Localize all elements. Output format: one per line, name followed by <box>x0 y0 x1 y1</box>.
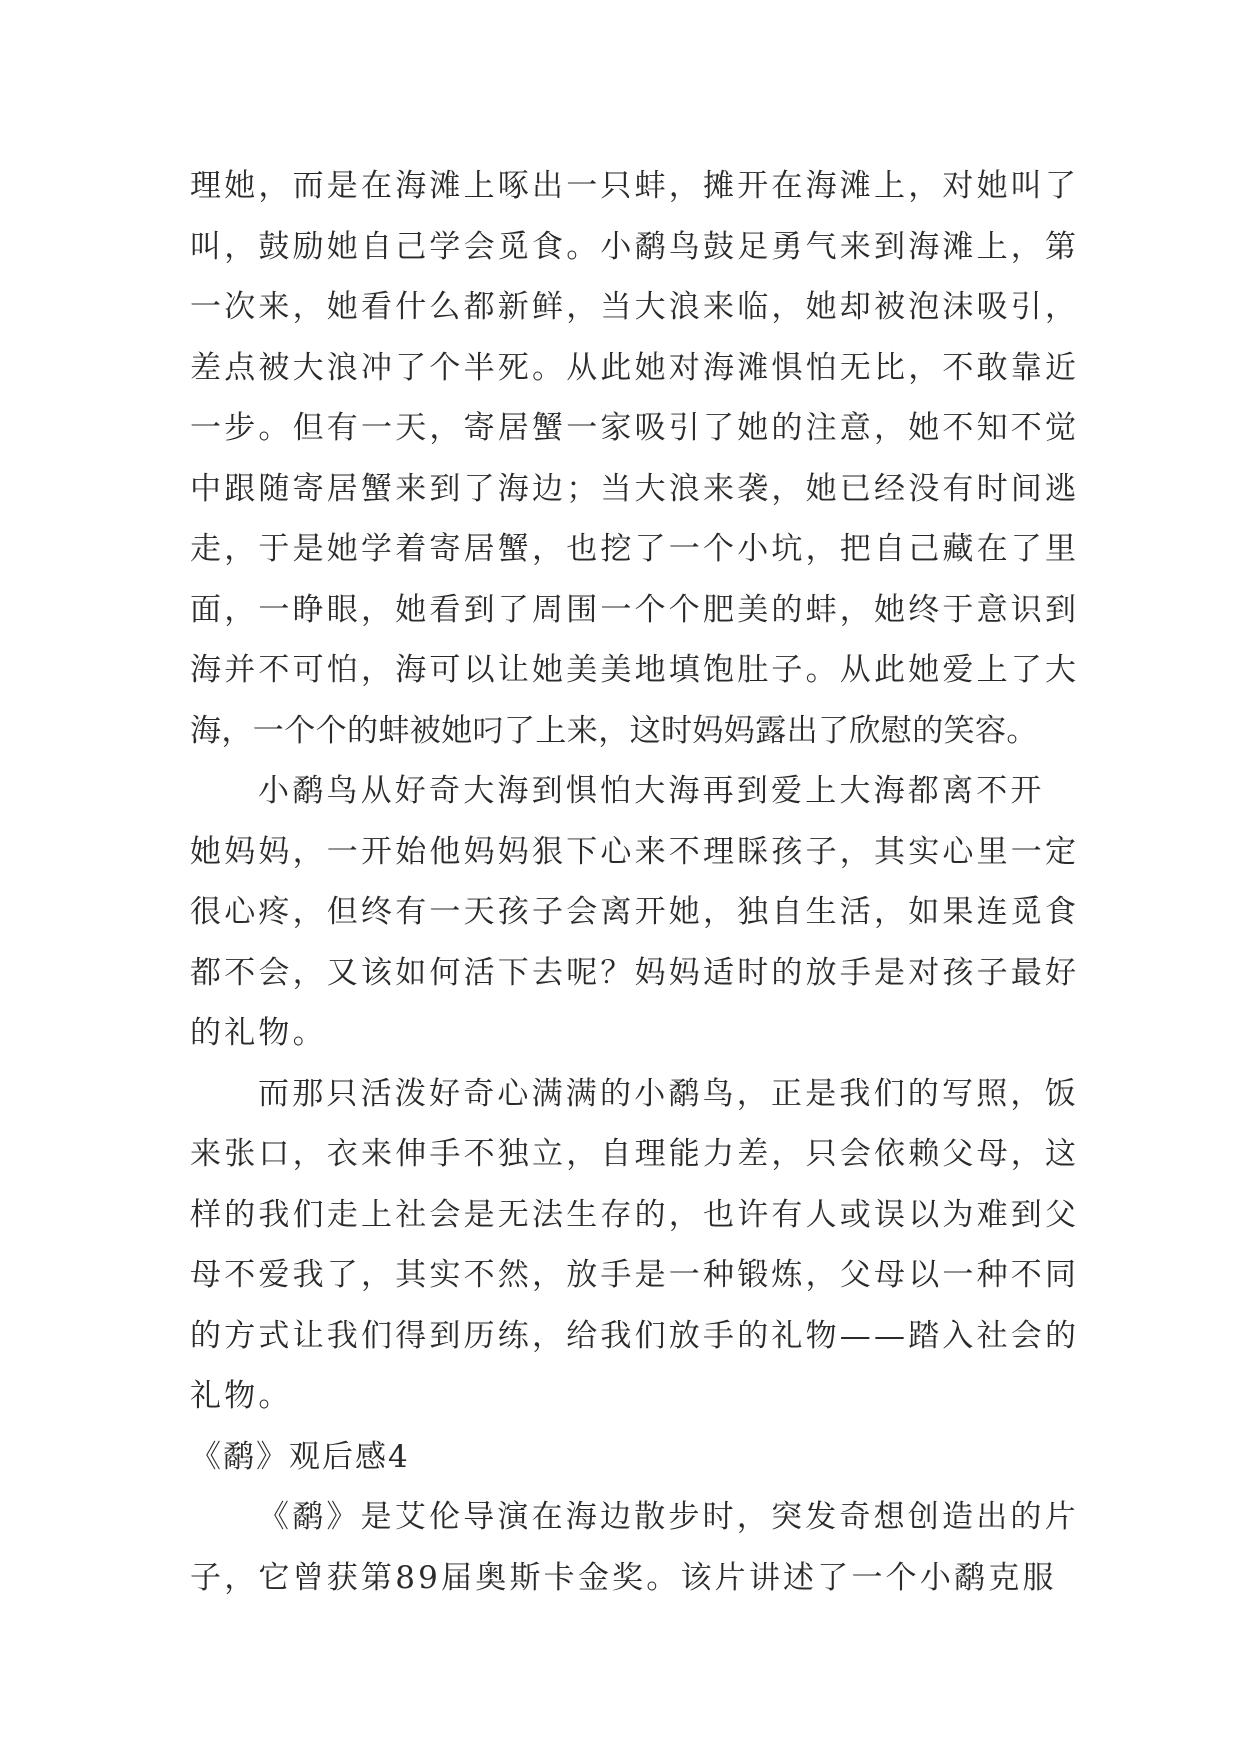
text-line: 礼物。 <box>190 1378 293 1414</box>
text-line: 的方式让我们得到历练，给我们放手的礼物——踏入社会的 <box>190 1317 1080 1354</box>
text-line: 都不会，又该如何活下去呢？妈妈适时的放手是对孩子最好 <box>190 954 1080 991</box>
text-line: 中跟随寄居蟹来到了海边；当大浪来袭，她已经没有时间逃 <box>190 470 1080 507</box>
text-line: 的礼物。 <box>190 1015 327 1051</box>
text-line: 《鹬》是艾伦导演在海边散步时，突发奇想创造出的片 <box>258 1499 1079 1535</box>
text-line: 母不爱我了，其实不然，放手是一种锻炼，父母以一种不同 <box>190 1257 1080 1293</box>
text-line: 面，一睁眼，她看到了周围一个个肥美的蚌，她终于意识到 <box>190 591 1080 628</box>
text-line: 小鹬鸟从好奇大海到惧怕大海再到爱上大海都离不开 <box>258 773 1045 809</box>
text-line: 走，于是她学着寄居蟹，也挖了一个小坑，把自己藏在了里 <box>190 531 1080 567</box>
text-line: 一步。但有一天，寄居蟹一家吸引了她的注意，她不知不觉 <box>190 410 1080 446</box>
text-line: 很心疼，但终有一天孩子会离开她，独自生活，如果连觅食 <box>190 894 1080 930</box>
text-line: 叫，鼓励她自己学会觅食。小鹬鸟鼓足勇气来到海滩上，第 <box>190 228 1080 265</box>
paragraph-1 <box>190 156 1080 761</box>
document-body <box>190 156 1080 1608</box>
text-line: 理她，而是在海滩上啄出一只蚌，摊开在海滩上，对她叫了 <box>190 168 1080 204</box>
paragraph-2 <box>190 761 1080 1064</box>
text-line: 一次来，她看什么都新鲜，当大浪来临，她却被泡沫吸引， <box>190 289 1080 325</box>
text-line: 差点被大浪冲了个半死。从此她对海滩惧怕无比，不敢靠近 <box>190 349 1080 386</box>
text-line: 而那只活泼好奇心满满的小鹬鸟，正是我们的写照，饭 <box>258 1075 1079 1112</box>
text-line: 来张口，衣来伸手不独立，自理能力差，只会依赖父母，这 <box>190 1136 1080 1172</box>
text-line: 子，它曾获第89届奥斯卡金奖。该片讲述了一个小鹬克服 <box>190 1559 1057 1596</box>
text-line: 她妈妈，一开始他妈妈狠下心来不理睬孩子，其实心里一定 <box>190 833 1080 870</box>
text-line: 样的我们走上社会是无法生存的，也许有人或误以为难到父 <box>190 1196 1080 1233</box>
paragraph-3 <box>190 1064 1080 1427</box>
text-line: 海并不可怕，海可以让她美美地填饱肚子。从此她爱上了大 <box>190 652 1080 688</box>
section-heading: 《鹬》观后感4 <box>190 1438 410 1475</box>
paragraph-4 <box>190 1487 1079 1608</box>
text-line: 海，一个个的蚌被她叼了上来，这时妈妈露出了欣慰的笑容。 <box>190 712 1038 749</box>
